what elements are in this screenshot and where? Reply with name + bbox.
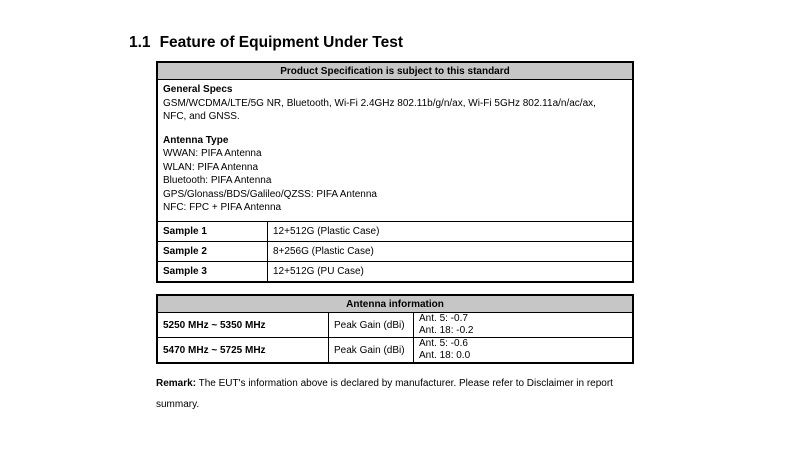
sample-label: Sample 2 [157, 242, 268, 262]
remark-label: Remark: [156, 378, 197, 389]
sample-label: Sample 3 [157, 262, 268, 283]
antenna-type-bluetooth: Bluetooth: PIFA Antenna [163, 175, 272, 186]
general-specs-line-1: GSM/WCDMA/LTE/5G NR, Bluetooth, Wi-Fi 2.4GHz 802.11b/g/n/ax, Wi-Fi 5GHz 802.11a/n/ac/ax, [163, 97, 596, 109]
general-specs-line-2: NFC, and GNSS. [163, 111, 240, 122]
antenna-row [157, 313, 633, 338]
sample-row [157, 242, 633, 262]
general-specs-title: General Specs [163, 84, 233, 95]
antenna-type-wlan: WLAN: PIFA Antenna [163, 161, 259, 173]
spec-details-cell [157, 80, 633, 222]
antenna-info-table [156, 294, 634, 364]
section-number: 1.1 [129, 34, 151, 51]
sample-row [157, 262, 633, 283]
section-title: Feature of Equipment Under Test [159, 34, 403, 51]
sample-value: 8+256G (Plastic Case) [268, 242, 634, 262]
antenna-row [157, 338, 633, 364]
spec-table-header: Product Specification is subject to this standard [157, 62, 633, 80]
antenna-type-gnss: GPS/Glonass/BDS/Galileo/QZSS: PIFA Antenna [163, 188, 377, 200]
ant18-gain: Ant. 18: -0.2 [419, 325, 474, 336]
remark-note [156, 373, 646, 415]
antenna-type-title: Antenna Type [163, 134, 229, 146]
ant18-gain: Ant. 18: 0.0 [419, 350, 471, 361]
frequency-range: 5470 MHz ~ 5725 MHz [157, 338, 329, 364]
sample-row [157, 222, 633, 242]
ant5-gain: Ant. 5: -0.7 [419, 313, 468, 324]
sample-label: Sample 1 [157, 222, 268, 242]
antenna-type-nfc: NFC: FPC + PIFA Antenna [163, 202, 282, 213]
gain-values [414, 338, 634, 364]
remark-text: The EUT's information above is declared by manufacturer. Please refer to Disclaimer in report summary. [156, 378, 613, 410]
antenna-type-wwan: WWAN: PIFA Antenna [163, 148, 262, 159]
gain-label: Peak Gain (dBi) [329, 338, 414, 364]
section-heading [129, 34, 403, 52]
ant5-gain: Ant. 5: -0.6 [419, 338, 468, 349]
gain-label: Peak Gain (dBi) [329, 313, 414, 338]
sample-value: 12+512G (PU Case) [268, 262, 634, 283]
frequency-range: 5250 MHz ~ 5350 MHz [157, 313, 329, 338]
product-spec-table [156, 61, 634, 283]
gain-values [414, 313, 634, 338]
sample-value: 12+512G (Plastic Case) [268, 222, 634, 242]
antenna-table-header: Antenna information [157, 295, 633, 313]
